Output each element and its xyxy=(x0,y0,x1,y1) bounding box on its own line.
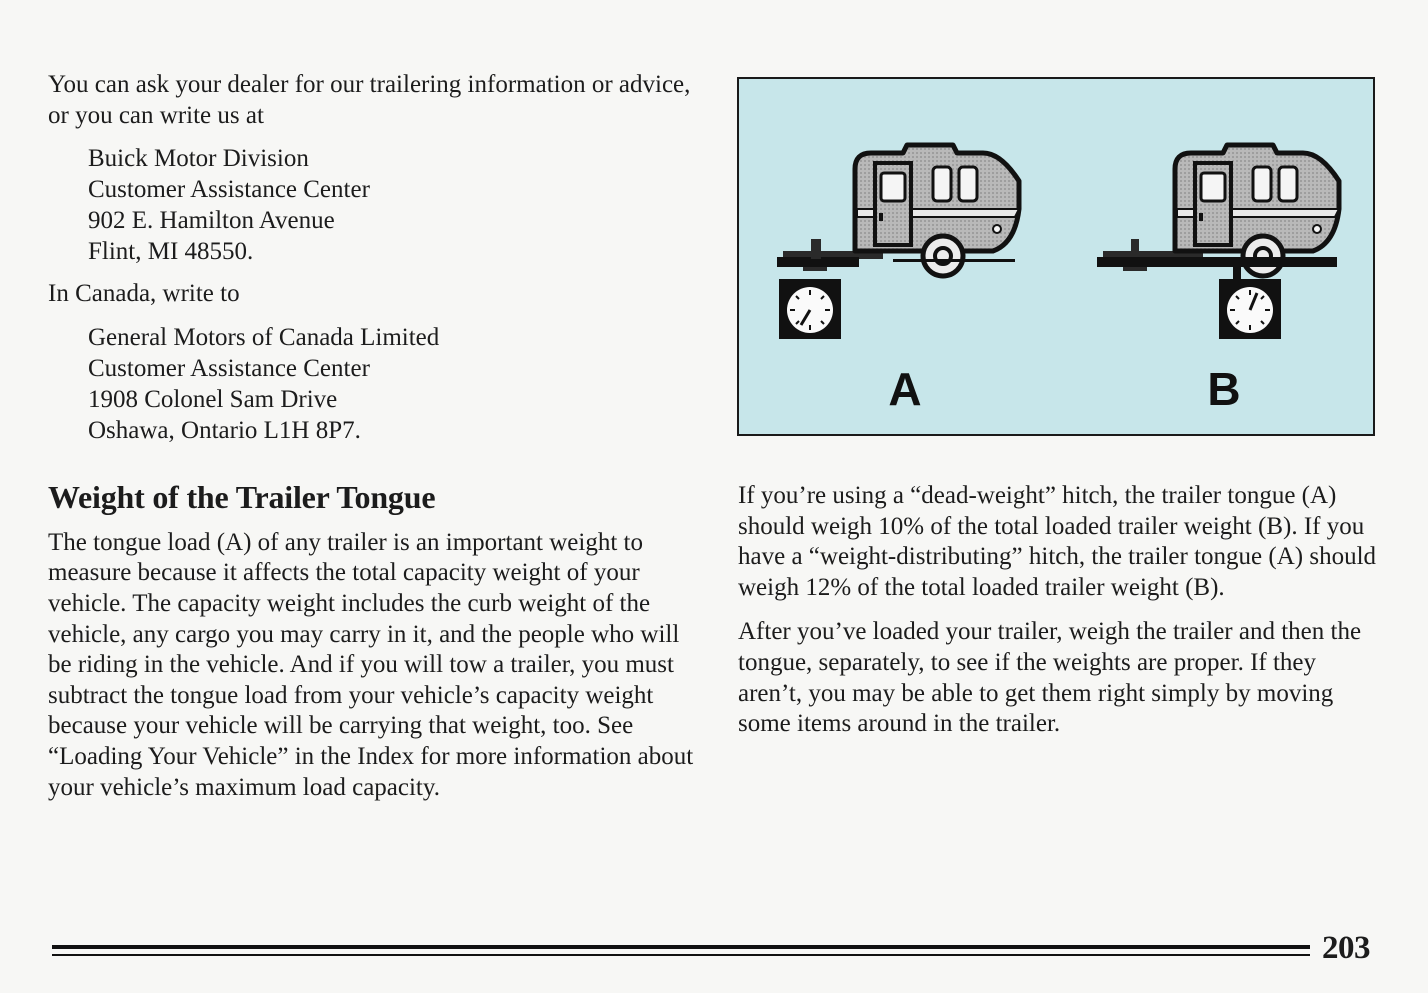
trailer-weighing-illustration xyxy=(737,77,1375,436)
label-b: B xyxy=(1207,363,1241,415)
trailer-a-icon xyxy=(777,145,1019,339)
address-line: Flint, MI 48550. xyxy=(88,238,254,266)
illustration-svg xyxy=(739,79,1373,434)
section-heading: Weight of the Trailer Tongue xyxy=(48,478,436,515)
address-line: Customer Assistance Center xyxy=(88,176,370,204)
address-line: Oshawa, Ontario L1H 8P7. xyxy=(88,416,361,444)
address-line: 902 E. Hamilton Avenue xyxy=(88,207,335,235)
address-line: Buick Motor Division xyxy=(88,145,309,173)
canada-address xyxy=(88,322,698,446)
canada-intro: In Canada, write to xyxy=(48,280,240,308)
right-column xyxy=(738,481,1378,740)
section-body: The tongue load (A) of any trailer is an important weight to measure because it affects the total capacity weight of your vehicle. The capacity weight includes the curb weight of the vehicle, any cargo you may carry in it, and the people who will be riding in the vehicle. And if you will tow a trailer, you must subtract the tongue load from your vehicle’s capacity weight because your vehicle will be carrying that weight, too. See “Loading Your Vehicle” in the Index for more information about your vehicle’s maximum load capacity. xyxy=(48,528,694,801)
footer-rule-thin xyxy=(52,954,1310,956)
left-column xyxy=(48,70,698,803)
address-line: General Motors of Canada Limited xyxy=(88,323,440,351)
page-number: 203 xyxy=(1322,930,1370,966)
hitch-weight-text: If you’re using a “dead-weight” hitch, the trailer tongue (A) should weigh 10% of the total loaded trailer weight (B). If you have a “weight-distributing” hitch, the trailer tongue (A) should weigh 12% of the total loaded trailer weight (B). xyxy=(738,482,1377,601)
intro-text: You can ask your dealer for our trailering information or advice, or you can write us at xyxy=(48,71,691,129)
weighing-instructions-text: After you’ve loaded your trailer, weigh the trailer and then the tongue, separately, to see if the weights are proper. If they aren’t, you may be able to get them right simply by moving some items around in the trailer. xyxy=(738,618,1362,738)
us-address xyxy=(88,143,698,267)
trailer-b-icon xyxy=(1097,145,1339,339)
footer-rule xyxy=(52,945,1310,949)
address-line: Customer Assistance Center xyxy=(88,354,370,382)
address-line: 1908 Colonel Sam Drive xyxy=(88,385,338,413)
label-a: A xyxy=(888,363,922,415)
